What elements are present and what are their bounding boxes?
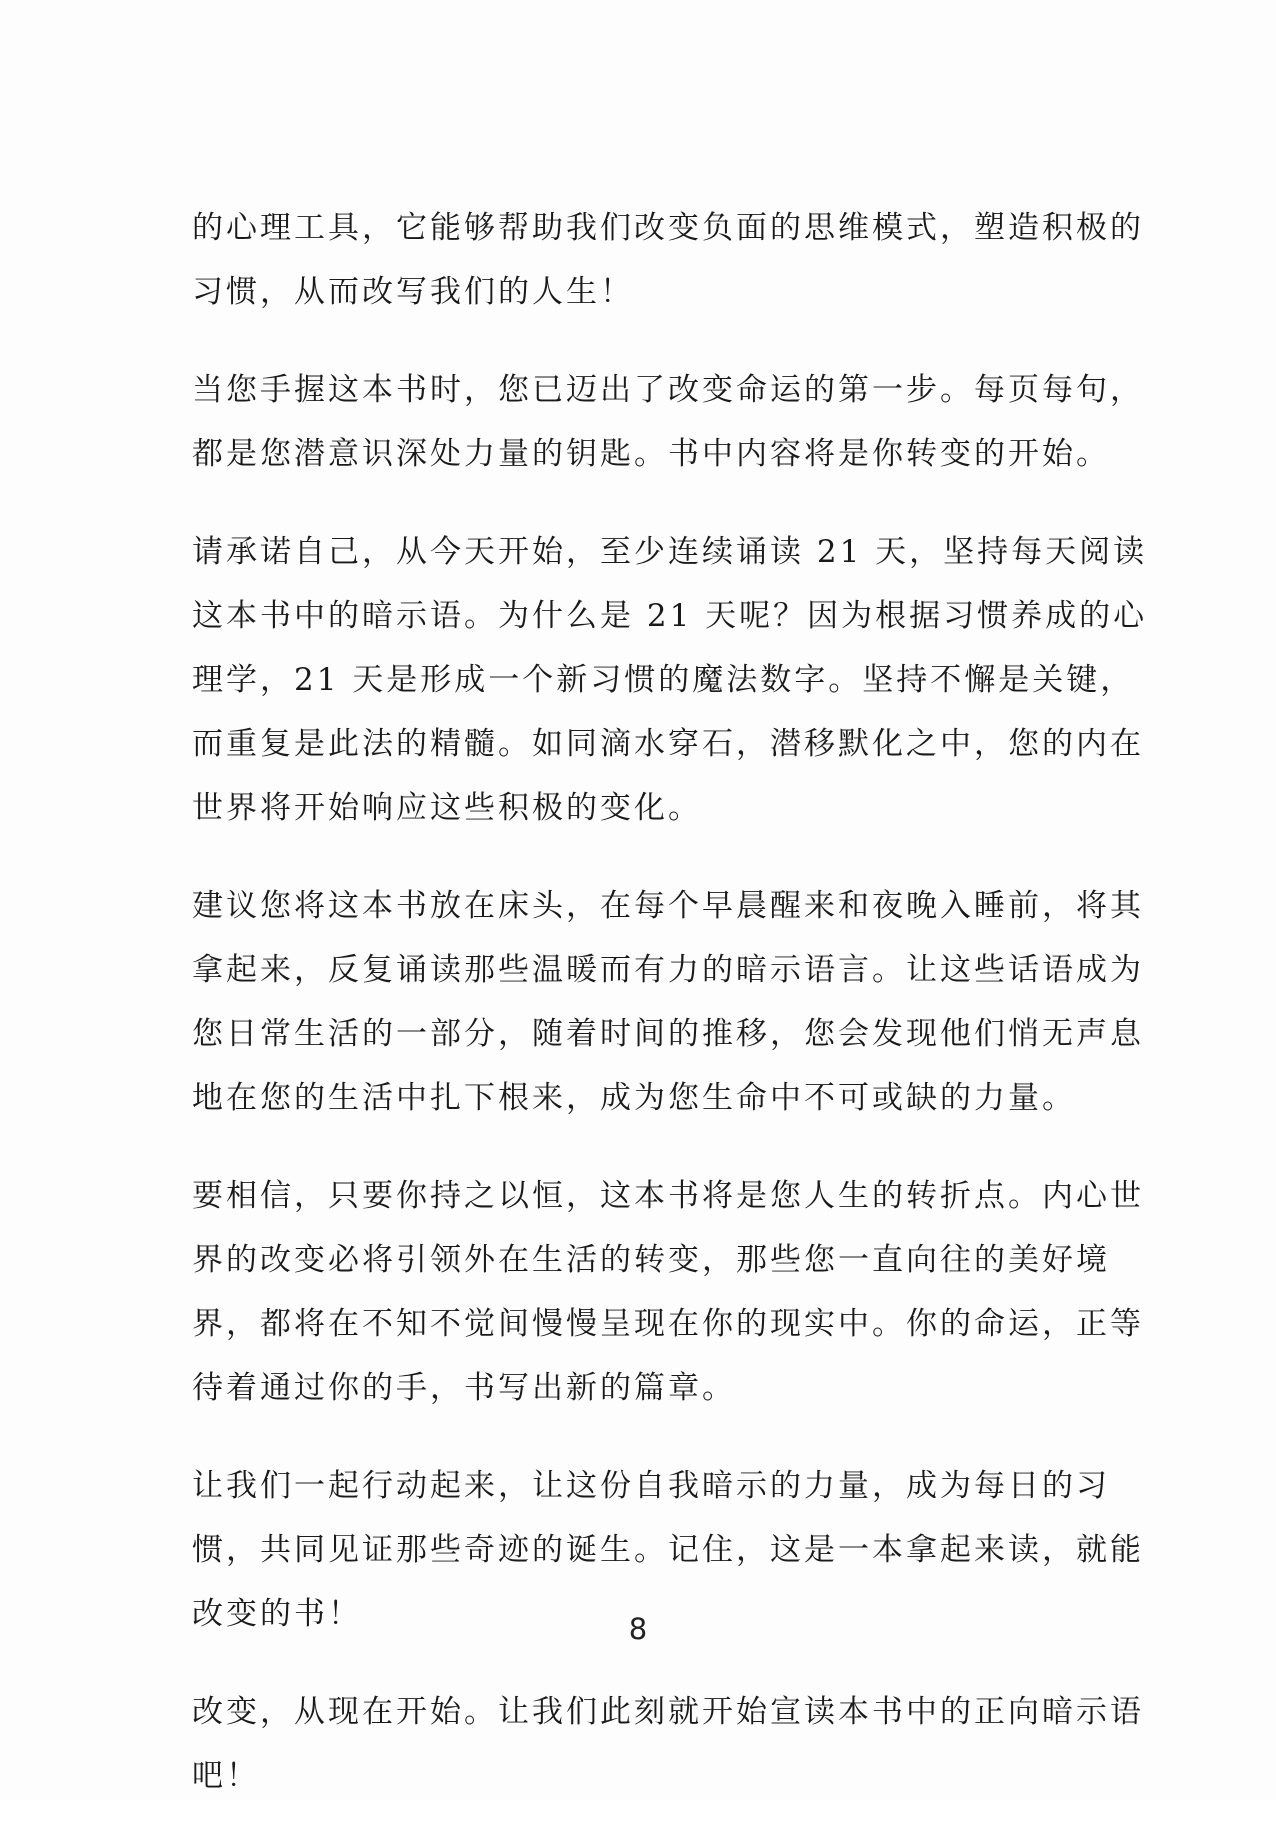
text-line: 让我们一起行动起来，让这份自我暗示的力量，成为每日的习 [192,1468,1110,1504]
text-line: 吧！ [192,1758,260,1794]
text-line: 当您手握这本书时，您已迈出了改变命运的第一步。每页每句， [192,372,1144,408]
text-line: 而重复是此法的精髓。如同滴水穿石，潜移默化之中，您的内在 [192,726,1144,762]
paragraph-4 [192,874,1144,1130]
text-line: 改变的书！ [192,1596,362,1632]
paragraph-5 [192,1164,1144,1420]
text-line: 习惯，从而改写我们的人生！ [192,274,634,310]
text-line: 请承诺自己，从今天开始，至少连续诵读 21 天，坚持每天阅读 [192,534,1148,570]
body-text [192,196,1148,1842]
text-line: 这本书中的暗示语。为什么是 21 天呢？因为根据习惯养成的心 [192,598,1148,634]
text-line: 您日常生活的一部分，随着时间的推移，您会发现他们悄无声息 [192,1016,1144,1052]
paragraph-3 [192,520,1148,840]
paragraph-2 [192,358,1144,486]
text-line: 建议您将这本书放在床头，在每个早晨醒来和夜晚入睡前，将其 [192,888,1144,924]
page-number: 8 [628,1612,648,1646]
text-line: 界的改变必将引领外在生活的转变，那些您一直向往的美好境 [192,1242,1110,1278]
text-line: 的心理工具，它能够帮助我们改变负面的思维模式，塑造积极的 [192,210,1144,246]
text-line: 待着通过你的手，书写出新的篇章。 [192,1370,736,1406]
text-line: 地在您的生活中扎下根来，成为您生命中不可或缺的力量。 [192,1080,1076,1116]
text-line: 世界将开始响应这些积极的变化。 [192,790,702,826]
text-line: 界，都将在不知不觉间慢慢呈现在你的现实中。你的命运，正等 [192,1306,1144,1342]
text-line: 要相信，只要你持之以恒，这本书将是您人生的转折点。内心世 [192,1178,1144,1214]
paragraph-7 [192,1680,1144,1808]
text-line: 拿起来，反复诵读那些温暖而有力的暗示语言。让这些话语成为 [192,952,1144,988]
text-line: 惯，共同见证那些奇迹的诞生。记住，这是一本拿起来读，就能 [192,1532,1144,1568]
text-line: 理学，21 天是形成一个新习惯的魔法数字。坚持不懈是关键， [192,662,1135,698]
text-line: 都是您潜意识深处力量的钥匙。书中内容将是你转变的开始。 [192,436,1110,472]
text-line: 改变，从现在开始。让我们此刻就开始宣读本书中的正向暗示语 [192,1694,1144,1730]
paragraph-1 [192,196,1144,324]
